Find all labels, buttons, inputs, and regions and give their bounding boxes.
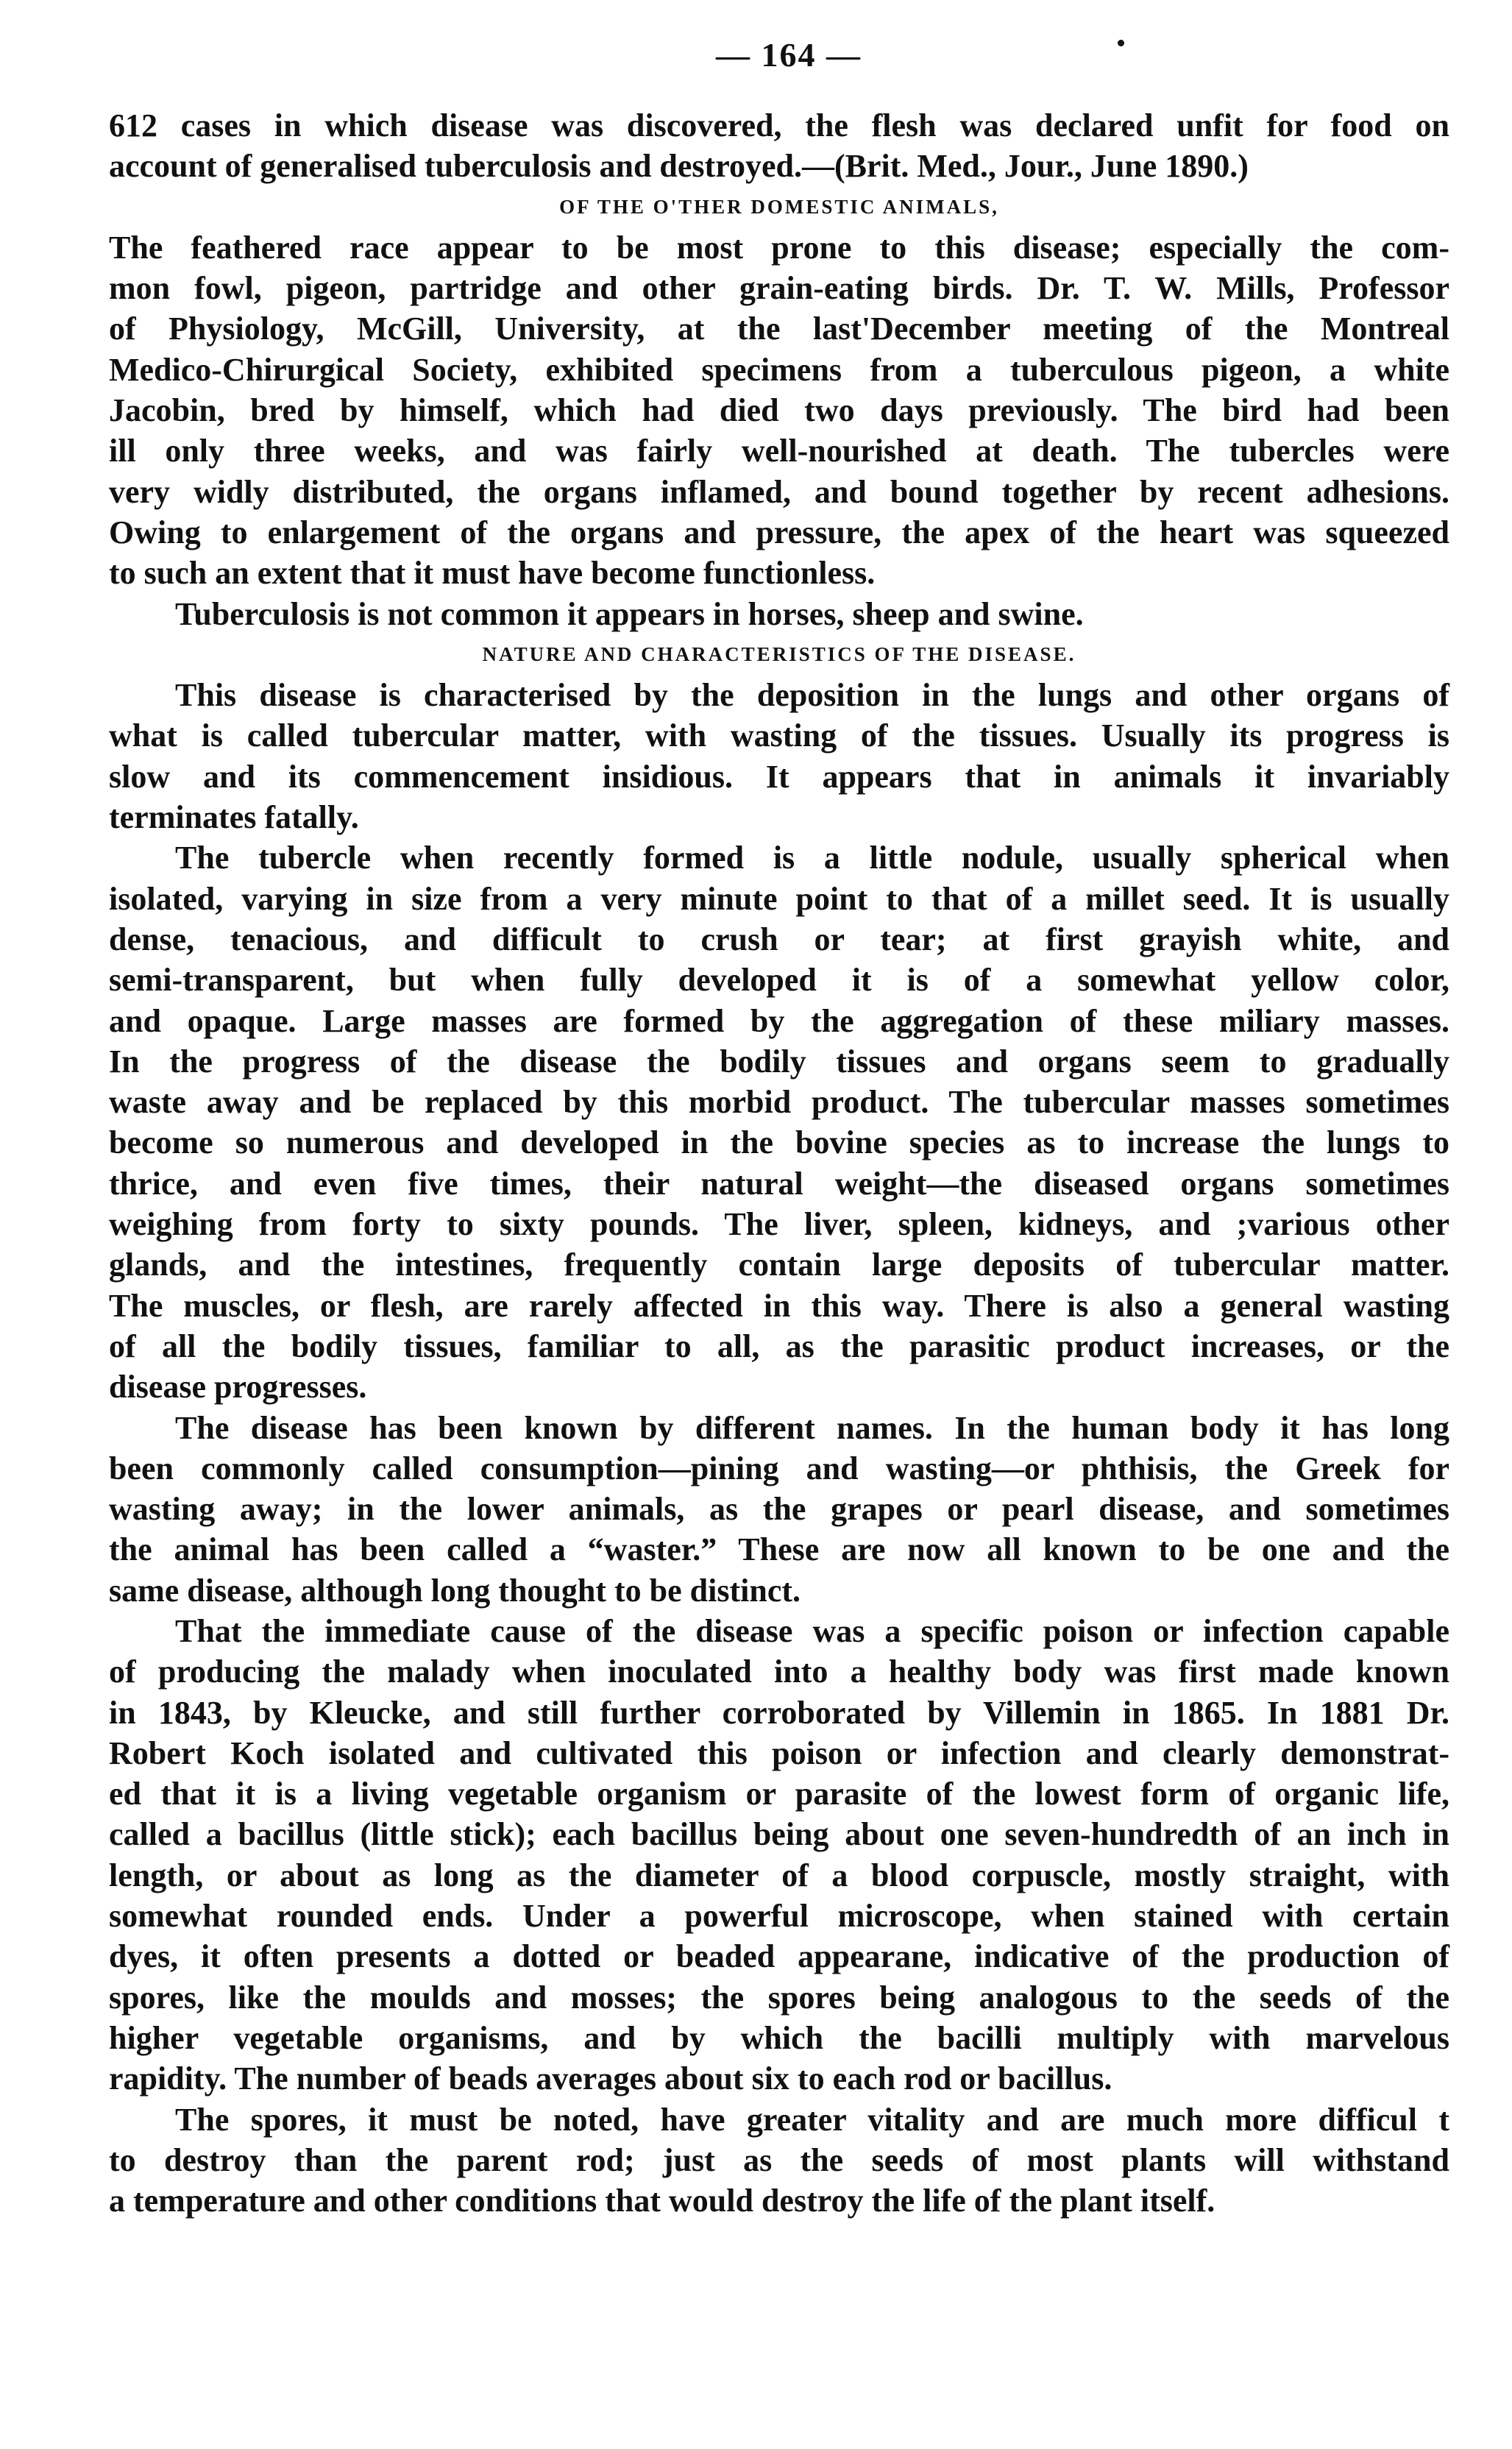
text-line: higher vegetable organisms, and by which the bacilli multiply with marvelous (109, 2019, 1449, 2056)
text-line: In the progress of the disease the bodily tissues and organs seem to gradually (109, 1043, 1449, 1080)
text-line: been commonly called consumption—pining and wasting—or phthisis, the Greek for (109, 1450, 1449, 1486)
section-heading: NATURE AND CHARACTERISTICS OF THE DISEASE. (482, 642, 1076, 665)
text-line: terminates fatally. (109, 799, 359, 836)
text-line: in 1843, by Kleucke, and still further corroborated by Villemin in 1865. In 1881 Dr. (109, 1694, 1449, 1731)
section-heading: OF THE O'THER DOMESTIC ANIMALS, (559, 195, 999, 218)
text-line: That the immediate cause of the disease was a specific poison or infection capable (175, 1612, 1449, 1649)
text-line: disease progresses. (109, 1369, 367, 1406)
text-line: length, or about as long as the diameter of a blood corpuscle, mostly straight, with (109, 1857, 1449, 1893)
text-line: The feathered race appear to be most prone to this disease; especially the com- (109, 229, 1449, 266)
text-line: account of generalised tuberculosis and destroyed.—(Brit. Med., Jour., June 1890.) (109, 148, 1249, 185)
text-line: a temperature and other conditions that would destroy the life of the plant itself. (109, 2183, 1215, 2219)
text-line: mon fowl, pigeon, partridge and other grain-eating birds. Dr. T. W. Mills, Professor (109, 270, 1449, 307)
text-line: 612 cases in which disease was discovered, the flesh was declared unfit for food on (109, 107, 1449, 143)
text-line: dense, tenacious, and difficult to crush or tear; at first grayish white, and (109, 921, 1449, 957)
text-line: Robert Koch isolated and cultivated this poison or infection and clearly demonstrat- (109, 1734, 1449, 1771)
text-line: the animal has been called a “waster.” These are now all known to be one and the (109, 1531, 1449, 1568)
text-line: rapidity. The number of beads averages about six to each rod or bacillus. (109, 2060, 1112, 2097)
text-line: The tubercle when recently formed is a little nodule, usually spherical when (175, 840, 1449, 876)
text-line: thrice, and even five times, their natural weight—the diseased organs sometimes (109, 1165, 1449, 1202)
text-line: The spores, it must be noted, have greater vitality and are much more difficul t (175, 2101, 1449, 2138)
body-text (109, 105, 1449, 2221)
text-line: of Physiology, McGill, University, at the last'December meeting of the Montreal (109, 311, 1449, 347)
text-line: very widly distributed, the organs inflamed, and bound together by recent adhesions. (109, 473, 1449, 510)
text-line: ill only three weeks, and was fairly well-nourished at death. The tubercles were (109, 433, 1449, 469)
page-number: — 164 — (716, 36, 862, 74)
text-line: isolated, varying in size from a very minute point to that of a millet seed. It is usually (109, 880, 1449, 917)
text-line: weighing from forty to sixty pounds. The liver, spleen, kidneys, and ;various other (109, 1206, 1449, 1243)
text-line: of all the bodily tissues, familiar to all, as the parasitic product increases, or the (109, 1328, 1449, 1364)
text-line: wasting away; in the lower animals, as the grapes or pearl disease, and sometimes (109, 1491, 1449, 1528)
text-line: called a bacillus (little stick); each bacillus being about one seven-hundredth of an inch in (109, 1816, 1449, 1853)
text-line: of producing the malady when inoculated into a healthy body was first made known (109, 1654, 1449, 1690)
text-line: slow and its commencement insidious. It appears that in animals it invariably (109, 758, 1449, 795)
text-line: glands, and the intestines, frequently contain large deposits of tubercular matter. (109, 1247, 1449, 1283)
text-line: The disease has been known by different names. In the human body it has long (175, 1409, 1449, 1446)
text-line: same disease, although long thought to be distinct. (109, 1572, 801, 1609)
text-line: The muscles, or flesh, are rarely affected in this way. There is also a general wasting (109, 1287, 1449, 1324)
text-line: Medico-Chirurgical Society, exhibited specimens from a tuberculous pigeon, a white (109, 351, 1449, 388)
text-line: Jacobin, bred by himself, which had died two days previously. The bird had been (109, 392, 1449, 429)
text-line: to such an extent that it must have become functionless. (109, 555, 876, 592)
text-line: ed that it is a living vegetable organism or parasite of the lowest form of organic life, (109, 1776, 1449, 1812)
text-line: waste away and be replaced by this morbid product. The tubercular masses sometimes (109, 1084, 1449, 1121)
text-line: This disease is characterised by the deposition in the lungs and other organs of (175, 677, 1449, 714)
text-line: dyes, it often presents a dotted or beaded appearane, indicative of the production of (109, 1938, 1449, 1975)
text-line: Owing to enlargement of the organs and pressure, the apex of the heart was squeezed (109, 514, 1449, 550)
text-line: to destroy than the parent rod; just as the seeds of most plants will withstand (109, 2141, 1449, 2178)
text-line: what is called tubercular matter, with wasting of the tissues. Usually its progress is (109, 717, 1449, 754)
text-line: Tuberculosis is not common it appears in horses, sheep and swine. (175, 595, 1084, 632)
text-line: somewhat rounded ends. Under a powerful microscope, when stained with certain (109, 1898, 1449, 1935)
text-line: semi-transparent, but when fully developed it is of a somewhat yellow color, (109, 962, 1449, 999)
text-line: become so numerous and developed in the bovine species as to increase the lungs to (109, 1124, 1449, 1161)
text-line: and opaque. Large masses are formed by the aggregation of these miliary masses. (109, 1002, 1449, 1039)
print-speck (1118, 40, 1124, 46)
text-line: spores, like the moulds and mosses; the spores being analogous to the seeds of the (109, 1979, 1449, 2016)
